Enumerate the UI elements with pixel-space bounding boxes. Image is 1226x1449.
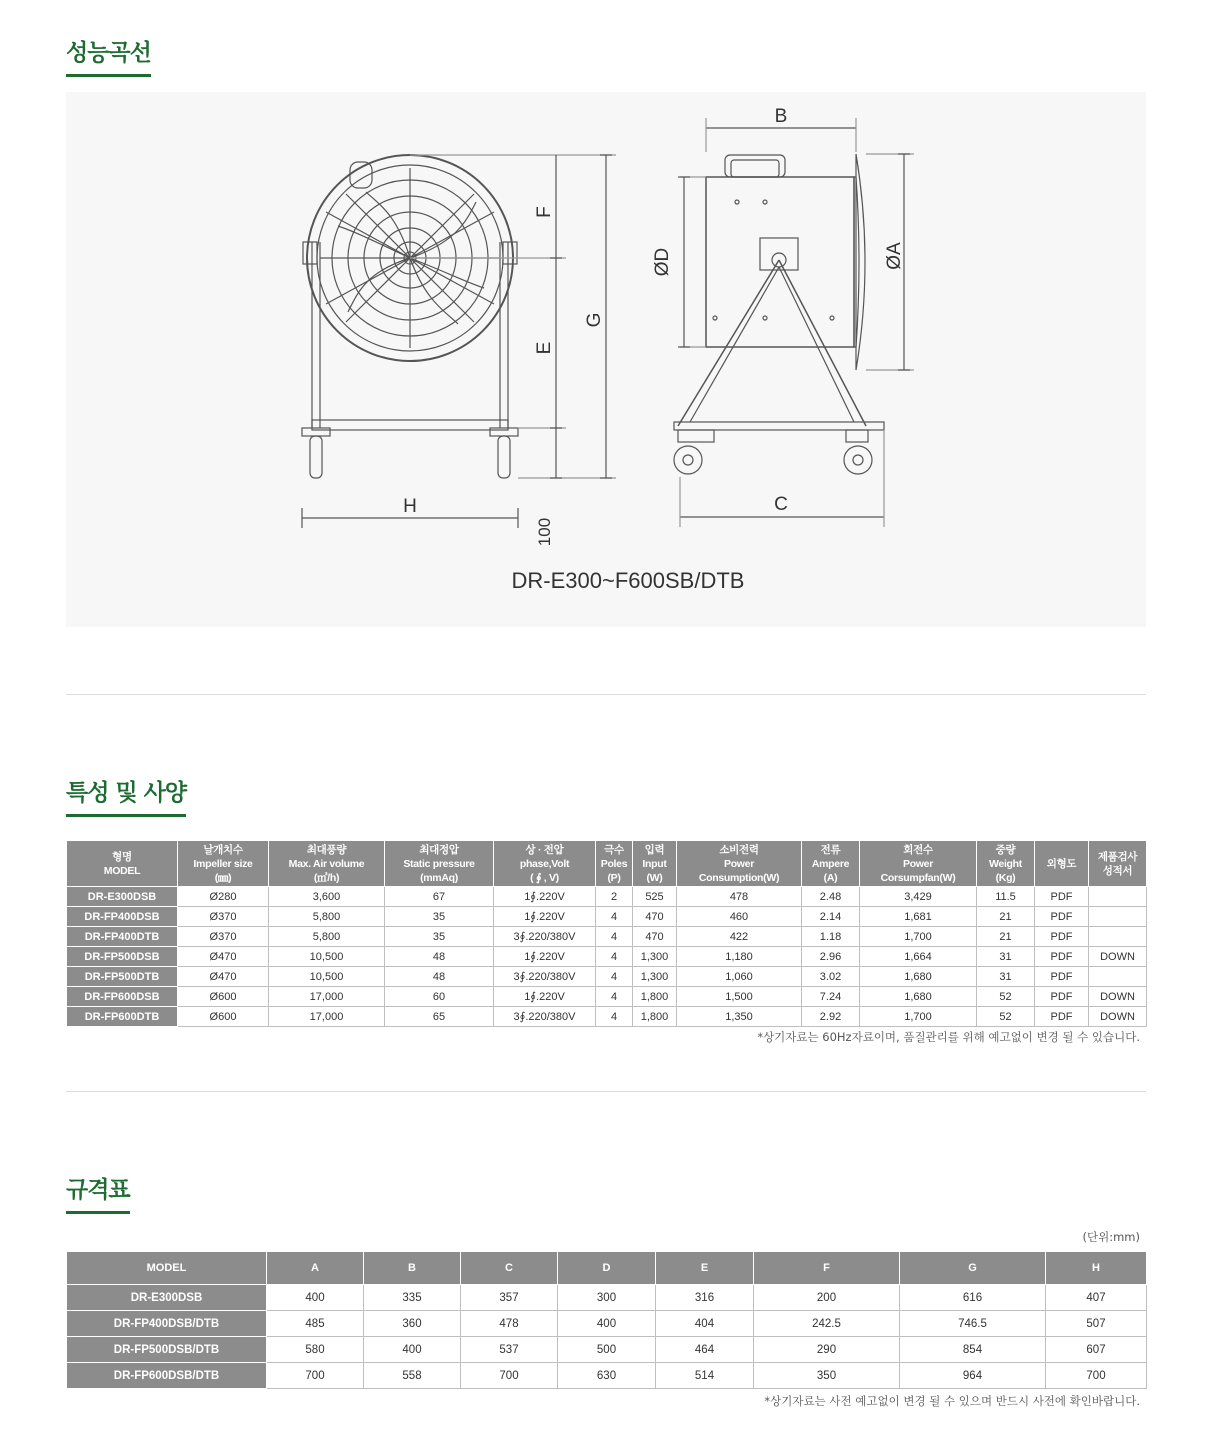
table-row	[67, 927, 1147, 947]
model-cell: DR-FP500DTB	[67, 967, 178, 987]
spec-header-text: Static pressure	[403, 857, 475, 870]
table-cell: 31	[977, 967, 1035, 987]
spec-header-text: 회전수	[903, 843, 933, 856]
table-cell: 3∮.220/380V	[494, 927, 596, 947]
table-cell: 464	[656, 1337, 754, 1363]
table-cell: Ø600	[178, 1007, 269, 1027]
table-cell: 4	[596, 967, 633, 987]
spec-header-cell	[269, 841, 385, 887]
table-cell: Ø370	[178, 927, 269, 947]
table-cell: 507	[1046, 1311, 1147, 1337]
table-cell: 404	[656, 1311, 754, 1337]
download-link[interactable]: DOWN	[1089, 987, 1147, 1007]
table-cell: 537	[461, 1337, 558, 1363]
pdf-link[interactable]: PDF	[1035, 887, 1089, 907]
spec-section-title: 특성 및 사양	[66, 778, 186, 817]
table-cell: 1,300	[633, 947, 677, 967]
table-cell: 400	[558, 1311, 656, 1337]
pdf-link[interactable]: PDF	[1035, 907, 1089, 927]
table-row	[67, 1007, 1147, 1027]
dims-section-title: 규격표	[66, 1175, 130, 1214]
model-cell: DR-FP400DTB	[67, 927, 178, 947]
spec-header-cell	[385, 841, 494, 887]
table-cell: 316	[656, 1285, 754, 1311]
spec-header-text: Poles	[600, 857, 628, 870]
table-row	[67, 1337, 1147, 1363]
model-cell: DR-FP600DTB	[67, 1007, 178, 1027]
table-row	[67, 887, 1147, 907]
table-cell: 7.24	[802, 987, 860, 1007]
table-cell: 3,600	[269, 887, 385, 907]
table-cell: 35	[385, 927, 494, 947]
spec-header-cell	[596, 841, 633, 887]
dim-label-G: G	[584, 312, 605, 328]
table-cell: 700	[461, 1363, 558, 1389]
table-cell: 11.5	[977, 887, 1035, 907]
spec-header-text: (W)	[646, 871, 663, 884]
spec-header-text: 성적서	[1102, 864, 1133, 877]
download-link	[1089, 927, 1147, 947]
table-cell: 2.14	[802, 907, 860, 927]
table-cell: 1∮.220V	[494, 907, 596, 927]
fan-drawing-svg	[66, 92, 1146, 627]
model-cell: DR-FP400DSB	[67, 907, 178, 927]
spec-header-text: Max. Air volume	[288, 857, 365, 870]
dim-label-B: B	[774, 106, 788, 127]
table-cell: 525	[633, 887, 677, 907]
table-cell: 17,000	[269, 987, 385, 1007]
table-row	[67, 1285, 1147, 1311]
table-cell: 3∮.220/380V	[494, 967, 596, 987]
dim-label-F: F	[534, 206, 555, 218]
spec-header-text: 소비전력	[719, 843, 759, 856]
table-cell: 558	[364, 1363, 461, 1389]
table-cell: Ø280	[178, 887, 269, 907]
model-cell: DR-FP500DSB/DTB	[67, 1337, 267, 1363]
table-cell: 514	[656, 1363, 754, 1389]
spec-header-text: phase,Volt	[519, 857, 570, 870]
table-cell: 1∮.220V	[494, 987, 596, 1007]
table-cell: 52	[977, 987, 1035, 1007]
table-cell: 746.5	[900, 1311, 1046, 1337]
table-cell: 4	[596, 1007, 633, 1027]
table-cell: 5,800	[269, 907, 385, 927]
table-row	[67, 967, 1147, 987]
table-cell: 470	[633, 907, 677, 927]
spec-table-header-row	[67, 841, 1147, 887]
table-cell: 485	[267, 1311, 364, 1337]
spec-header-cell	[494, 841, 596, 887]
table-cell: 300	[558, 1285, 656, 1311]
table-cell: 1,800	[633, 1007, 677, 1027]
dim-label-E: E	[534, 341, 555, 355]
table-cell: 2.92	[802, 1007, 860, 1027]
divider-1	[66, 694, 1146, 695]
table-cell: 4	[596, 987, 633, 1007]
spec-header-text: Weight	[988, 857, 1022, 870]
dim-label-C: C	[774, 494, 788, 515]
table-cell: 3.02	[802, 967, 860, 987]
table-cell: 4	[596, 947, 633, 967]
dimension-header-cell: G	[900, 1252, 1046, 1285]
table-cell: 630	[558, 1363, 656, 1389]
table-row	[67, 987, 1147, 1007]
spec-note: *상기자료는 60Hz자료이며, 품질관리를 위해 예고없이 변경 될 수 있습니다.	[757, 1030, 1140, 1044]
model-cell: DR-E300DSB	[67, 887, 178, 907]
spec-header-text: 상 · 전압	[525, 843, 564, 856]
spec-header-text: Impeller size	[193, 857, 253, 870]
dimension-header-cell: MODEL	[67, 1252, 267, 1285]
spec-header-text: (mmAq)	[420, 871, 458, 884]
spec-header-text: Consumption(W)	[698, 871, 780, 884]
table-cell: 1,350	[677, 1007, 802, 1027]
download-link	[1089, 967, 1147, 987]
table-cell: 478	[677, 887, 802, 907]
spec-header-cell	[1089, 841, 1147, 887]
spec-header-text: (Kg)	[995, 871, 1016, 884]
table-cell: 400	[364, 1337, 461, 1363]
spec-header-text: Corsumpfan(W)	[880, 871, 956, 884]
table-cell: 500	[558, 1337, 656, 1363]
table-cell: 65	[385, 1007, 494, 1027]
table-cell: 5,800	[269, 927, 385, 947]
spec-header-text: (㎜)	[214, 871, 232, 884]
table-cell: 700	[267, 1363, 364, 1389]
table-cell: 1,680	[860, 967, 977, 987]
table-row	[67, 1311, 1147, 1337]
table-cell: 2.96	[802, 947, 860, 967]
table-cell: 4	[596, 927, 633, 947]
table-cell: 60	[385, 987, 494, 1007]
table-cell: 1,060	[677, 967, 802, 987]
spec-header-cell	[178, 841, 269, 887]
pdf-link[interactable]: PDF	[1035, 1007, 1089, 1027]
spec-header-cell	[977, 841, 1035, 887]
table-cell: 350	[754, 1363, 900, 1389]
table-cell: Ø470	[178, 967, 269, 987]
dimension-header-cell: A	[267, 1252, 364, 1285]
table-row	[67, 907, 1147, 927]
pdf-link[interactable]: PDF	[1035, 967, 1089, 987]
spec-header-text: 중량	[995, 843, 1016, 856]
table-cell: Ø470	[178, 947, 269, 967]
table-cell: 400	[267, 1285, 364, 1311]
spec-header-cell	[67, 841, 178, 887]
table-cell: 17,000	[269, 1007, 385, 1027]
table-cell: 1,800	[633, 987, 677, 1007]
spec-header-text: 날개치수	[203, 843, 243, 856]
spec-header-text: (㎥/h)	[313, 871, 340, 884]
divider-2	[66, 1091, 1146, 1092]
model-cell: DR-FP400DSB/DTB	[67, 1311, 267, 1337]
model-cell: DR-FP500DSB	[67, 947, 178, 967]
spec-header-text: MODEL	[103, 864, 141, 877]
table-cell: 10,500	[269, 967, 385, 987]
table-cell: 1∮.220V	[494, 947, 596, 967]
table-cell: 10,500	[269, 947, 385, 967]
spec-header-text: 극수	[604, 843, 624, 856]
table-cell: 580	[267, 1337, 364, 1363]
dimension-header-cell: B	[364, 1252, 461, 1285]
table-cell: 1,300	[633, 967, 677, 987]
table-cell: 48	[385, 967, 494, 987]
table-cell: 460	[677, 907, 802, 927]
spec-header-text: 전류	[820, 843, 841, 856]
dimension-table-header-row	[67, 1252, 1147, 1285]
dim-label-H: H	[403, 496, 417, 517]
spec-header-text: Power	[902, 857, 933, 870]
table-row	[67, 1363, 1147, 1389]
table-cell: 1,500	[677, 987, 802, 1007]
spec-header-cell	[677, 841, 802, 887]
table-cell: 1,700	[860, 1007, 977, 1027]
fan-dimension-drawing	[66, 92, 1146, 627]
table-cell: Ø600	[178, 987, 269, 1007]
spec-header-text: 최대풍량	[306, 843, 347, 856]
pdf-link[interactable]: PDF	[1035, 927, 1089, 947]
spec-header-cell	[802, 841, 860, 887]
dims-note: *상기자료는 사전 예고없이 변경 될 수 있으며 반드시 사전에 확인바랍니다.	[764, 1394, 1140, 1408]
table-cell: 1,680	[860, 987, 977, 1007]
spec-header-text: ( ∮ , V)	[530, 871, 559, 884]
table-cell: 964	[900, 1363, 1046, 1389]
download-link	[1089, 887, 1147, 907]
spec-header-text: 입력	[644, 843, 665, 856]
pdf-link[interactable]: PDF	[1035, 947, 1089, 967]
table-cell: 290	[754, 1337, 900, 1363]
dimension-header-cell: E	[656, 1252, 754, 1285]
table-cell: 1,180	[677, 947, 802, 967]
spec-header-text: Input	[642, 857, 667, 870]
table-cell: 854	[900, 1337, 1046, 1363]
dimension-header-cell: F	[754, 1252, 900, 1285]
table-cell: 607	[1046, 1337, 1147, 1363]
spec-header-text: 제품검사	[1097, 850, 1138, 863]
spec-header-text: Power	[723, 857, 754, 870]
model-cell: DR-FP600DSB/DTB	[67, 1363, 267, 1389]
table-cell: 48	[385, 947, 494, 967]
table-cell: Ø370	[178, 907, 269, 927]
table-cell: 407	[1046, 1285, 1147, 1311]
spec-header-cell	[633, 841, 677, 887]
table-cell: 52	[977, 1007, 1035, 1027]
dimension-header-cell: C	[461, 1252, 558, 1285]
drawing-caption: DR-E300~F600SB/DTB	[511, 568, 745, 593]
table-cell: 357	[461, 1285, 558, 1311]
table-cell: 200	[754, 1285, 900, 1311]
dimension-header-cell: H	[1046, 1252, 1147, 1285]
download-link	[1089, 907, 1147, 927]
spec-header-text: (P)	[607, 871, 621, 884]
table-cell: 31	[977, 947, 1035, 967]
download-link[interactable]: DOWN	[1089, 947, 1147, 967]
table-cell: 1,700	[860, 927, 977, 947]
table-cell: 1,664	[860, 947, 977, 967]
table-cell: 2.48	[802, 887, 860, 907]
dim-label-A: ØA	[884, 242, 905, 270]
dimension-table	[66, 1251, 1147, 1389]
table-cell: 21	[977, 927, 1035, 947]
table-cell: 3∮.220/380V	[494, 1007, 596, 1027]
spec-header-cell	[1035, 841, 1089, 887]
table-cell: 67	[385, 887, 494, 907]
table-cell: 242.5	[754, 1311, 900, 1337]
spec-header-text: Ampere	[811, 857, 850, 870]
table-cell: 360	[364, 1311, 461, 1337]
dimension-header-cell: D	[558, 1252, 656, 1285]
dim-label-D: ØD	[652, 247, 673, 277]
unit-label: (단위:mm)	[1082, 1230, 1140, 1244]
table-cell: 700	[1046, 1363, 1147, 1389]
table-cell: 2	[596, 887, 633, 907]
download-link[interactable]: DOWN	[1089, 1007, 1147, 1027]
spec-header-text: 외형도	[1046, 857, 1077, 870]
table-cell: 35	[385, 907, 494, 927]
dim-label-base: 100	[535, 517, 554, 547]
spec-header-text: 최대정압	[419, 843, 459, 856]
pdf-link[interactable]: PDF	[1035, 987, 1089, 1007]
model-cell: DR-E300DSB	[67, 1285, 267, 1311]
spec-header-text: 형명	[112, 850, 132, 863]
table-row	[67, 947, 1147, 967]
curve-section-title: 성능곡선	[66, 38, 151, 77]
spec-header-cell	[860, 841, 977, 887]
table-cell: 470	[633, 927, 677, 947]
table-cell: 478	[461, 1311, 558, 1337]
spec-header-text: (A)	[823, 871, 838, 884]
table-cell: 335	[364, 1285, 461, 1311]
table-cell: 4	[596, 907, 633, 927]
table-cell: 21	[977, 907, 1035, 927]
table-cell: 1,681	[860, 907, 977, 927]
model-cell: DR-FP600DSB	[67, 987, 178, 1007]
table-cell: 1.18	[802, 927, 860, 947]
table-cell: 3,429	[860, 887, 977, 907]
spec-table	[66, 840, 1147, 1027]
table-cell: 422	[677, 927, 802, 947]
table-cell: 1∮.220V	[494, 887, 596, 907]
table-cell: 616	[900, 1285, 1046, 1311]
